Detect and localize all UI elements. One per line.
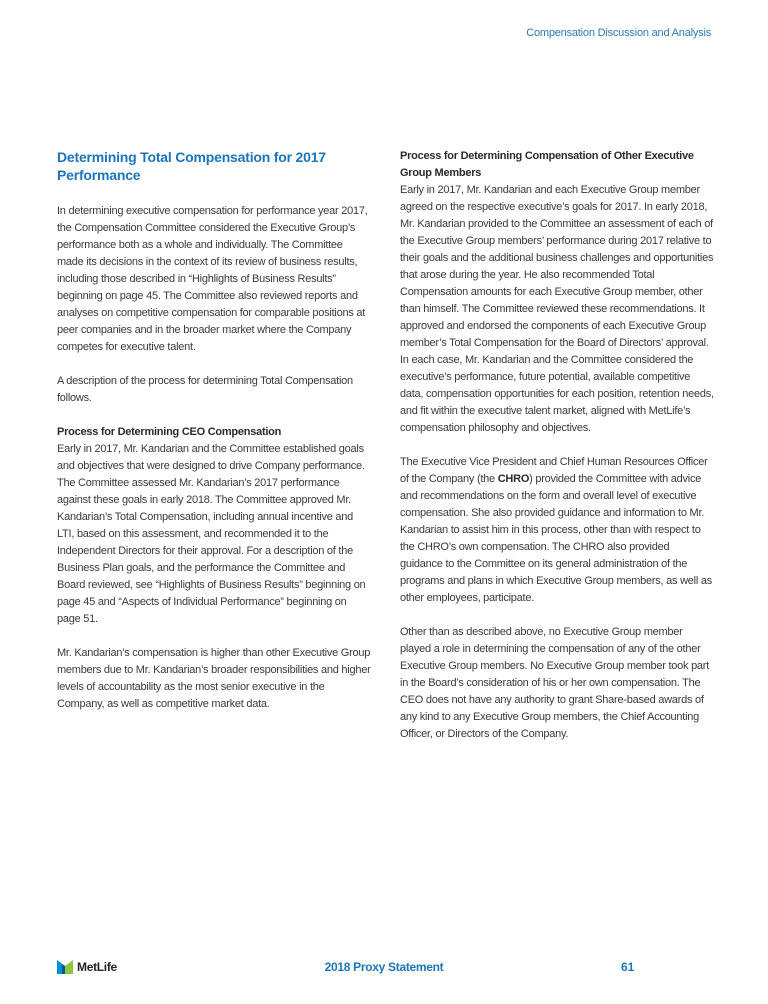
paragraph: Early in 2017, Mr. Kandarian and each Executive Group member agreed on the respective executive’s goals for 2017. In early 2018, Mr. Kandarian provided to the Committee an assessment of each of the Executive Group members’ performance during 2017 relative to their goals and the additional business challenges and opportunities that arose during the year. He also recommended Total Compensation amounts for each Executive Group member, other than himself. The Committee reviewed these recommendations. It approved and endorsed the components of each Executive Group member’s Total Compensation for the Board of Directors’ approval. In each case, Mr. Kandarian and the Committee considered the executive’s performance, future potential, available competitive data, compensation opportunities for each position, retention needs, and fit within the executive talent market, aligned with MetLife’s compensation philosophy and objectives. — [400, 184, 714, 434]
running-header: Compensation Discussion and Analysis — [526, 27, 711, 39]
paragraph: Mr. Kandarian’s compensation is higher than other Executive Group members due to Mr. Kandarian’s broader responsibilities and higher levels of accountability as the most senior executive in the Company, as well as competitive market data. — [57, 647, 371, 710]
right-column — [400, 148, 714, 760]
left-column — [57, 148, 371, 730]
subheading-ceo-compensation: Process for Determining CEO Compensation — [57, 426, 282, 438]
document-title: 2018 Proxy Statement — [324, 960, 444, 974]
text: ) provided the Committee with advice and recommendations on the form and overall level of executive compensation. She also provided guidance and information to Mr. Kandarian to assist him in this process, other than with respect to the CHRO’s own compensation. The CHRO also provided guidance to the Committee on its general administration of the programs and plans in which Executive Group members, as well as other employees, participate. — [400, 473, 712, 604]
page-footer — [0, 958, 768, 978]
text: The Executive Vice President and Chief Human Resources Officer of the Company (the — [400, 456, 708, 485]
paragraph: Early in 2017, Mr. Kandarian and the Committee established goals and objectives that were designed to drive Company performance. The Committee assessed Mr. Kandarian’s 2017 performance against these goals in early 2018. The Committee approved Mr. Kandarian’s Total Compensation, including annual incentive and LTI, based on this assessment, and recommended it to the Independent Directors for their approval. For a description of the Business Plan goals, and the performance the Committee and Board reviewed, see “Highlights of Business Results” beginning on page 45 and “Aspects of Individual Performance” beginning on page 51. — [57, 443, 366, 625]
paragraph — [400, 454, 714, 607]
paragraph: Other than as described above, no Executive Group member played a role in determining the compensation of any of the other Executive Group members. No Executive Group member took part in the Board’s consideration of his or her own compensation. The CEO does not have any authority to grant Share-based awards of any kind to any Executive Group members, the Chief Accounting Officer, or Directors of the Company. — [400, 626, 710, 740]
logo-text: MetLife — [77, 960, 117, 974]
paragraph: In determining executive compensation for performance year 2017, the Compensation Committee considered the Executive Group’s performance both as a whole and individually. The Committee made its decisions in the context of its review of business results, including those described in “Highlights of Business Results” beginning on page 45. The Committee also reviewed reports and analyses on competitive compensation for comparable positions at peer companies and in the broader market where the Company competes for executive talent. — [57, 205, 368, 353]
subheading-other-executives: Process for Determining Compensation of Other Executive Group Members — [400, 150, 694, 179]
section-title: Determining Total Compensation for 2017 Performance — [57, 149, 326, 183]
bold-term: CHRO — [497, 473, 530, 485]
page-number: 61 — [621, 960, 635, 974]
paragraph: A description of the process for determining Total Compensation follows. — [57, 375, 353, 404]
